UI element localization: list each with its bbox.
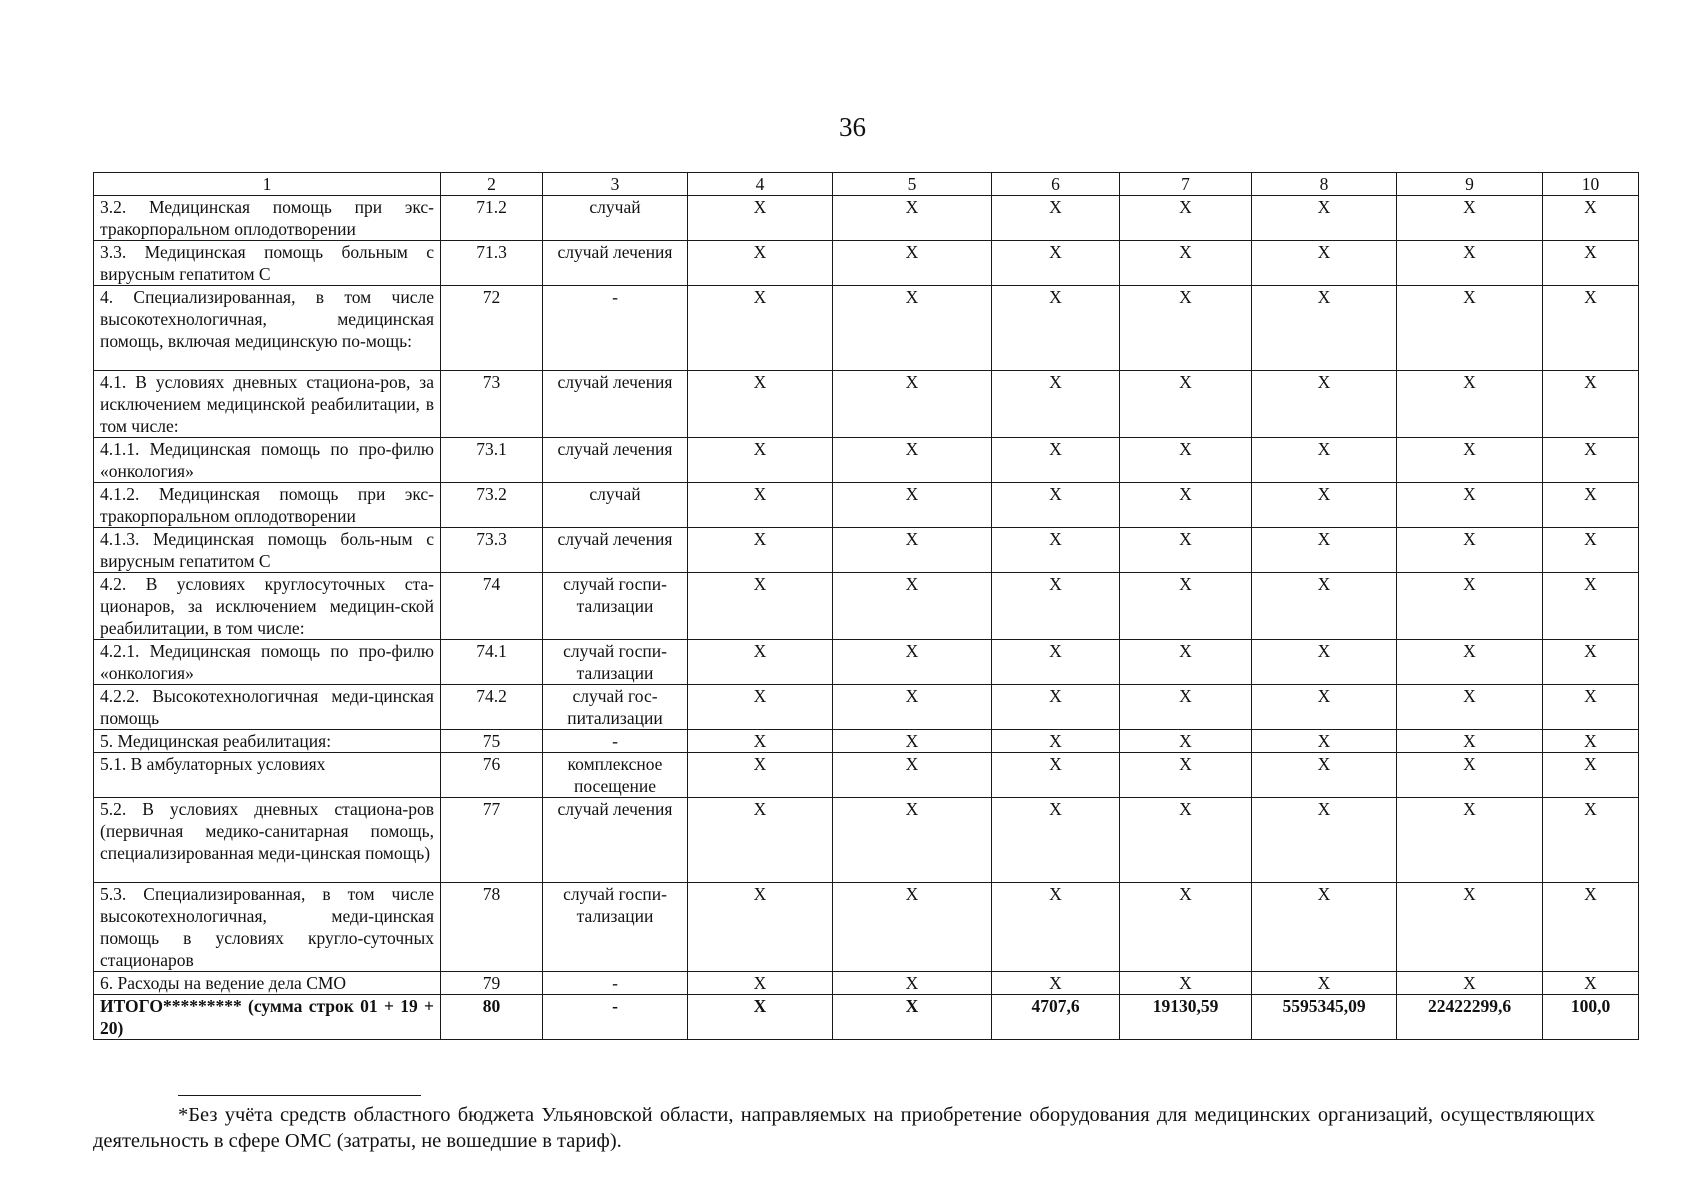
col-8-value: Х <box>1252 483 1397 528</box>
col-7-value: Х <box>1120 371 1252 438</box>
col-10-value: Х <box>1543 528 1639 573</box>
col-8-value: Х <box>1252 196 1397 241</box>
total-row <box>94 995 1639 1040</box>
table-row <box>94 286 1639 371</box>
col-10-value: Х <box>1543 241 1639 286</box>
col-9-value: Х <box>1397 371 1543 438</box>
row-unit: случай госпи-тализации <box>543 573 688 640</box>
row-code: 73.2 <box>441 483 543 528</box>
col-4-value: Х <box>688 640 833 685</box>
row-code: 73 <box>441 371 543 438</box>
col-7-value: Х <box>1120 730 1252 753</box>
col-4-value: Х <box>688 685 833 730</box>
row-name: 4.2.2. Высокотехнологичная меди-цинская помощь <box>94 685 441 730</box>
col-4-value: Х <box>688 196 833 241</box>
row-unit: комплексное посещение <box>543 753 688 798</box>
col-4-value: Х <box>688 241 833 286</box>
table-row <box>94 883 1639 972</box>
column-number: 5 <box>833 173 992 196</box>
col-6-value: Х <box>992 685 1120 730</box>
row-unit: случай лечения <box>543 528 688 573</box>
column-number: 4 <box>688 173 833 196</box>
row-code: 80 <box>441 995 543 1040</box>
col-10-value: Х <box>1543 730 1639 753</box>
column-number-row <box>94 173 1639 196</box>
col-6-value: Х <box>992 196 1120 241</box>
row-code: 79 <box>441 972 543 995</box>
row-unit: - <box>543 972 688 995</box>
col-6-value: Х <box>992 528 1120 573</box>
col-4-value: Х <box>688 371 833 438</box>
col-8-value: Х <box>1252 241 1397 286</box>
col-5-value: Х <box>833 196 992 241</box>
col-5-value: Х <box>833 730 992 753</box>
row-name: 4.1.1. Медицинская помощь по про-филю «онкология» <box>94 438 441 483</box>
col-6-value: Х <box>992 883 1120 972</box>
column-number: 10 <box>1543 173 1639 196</box>
row-unit: случай госпи-тализации <box>543 883 688 972</box>
col-10-value: Х <box>1543 371 1639 438</box>
col-7-value: Х <box>1120 798 1252 883</box>
col-9-value: Х <box>1397 573 1543 640</box>
col-10-value: Х <box>1543 196 1639 241</box>
col-5-value: Х <box>833 640 992 685</box>
col-8-value: Х <box>1252 371 1397 438</box>
col-5-value: Х <box>833 995 992 1040</box>
row-code: 75 <box>441 730 543 753</box>
col-6-value: 4707,6 <box>992 995 1120 1040</box>
table-row <box>94 241 1639 286</box>
col-5-value: Х <box>833 573 992 640</box>
col-9-value: Х <box>1397 286 1543 371</box>
col-8-value: Х <box>1252 528 1397 573</box>
page-number: 36 <box>839 112 866 142</box>
col-4-value: Х <box>688 528 833 573</box>
col-7-value: Х <box>1120 573 1252 640</box>
col-5-value: Х <box>833 972 992 995</box>
col-9-value: Х <box>1397 438 1543 483</box>
col-5-value: Х <box>833 241 992 286</box>
col-8-value: Х <box>1252 640 1397 685</box>
row-code: 73.1 <box>441 438 543 483</box>
row-name: 6. Расходы на ведение дела СМО <box>94 972 441 995</box>
col-8-value: Х <box>1252 798 1397 883</box>
row-name: 3.3. Медицинская помощь больным с вирусным гепатитом С <box>94 241 441 286</box>
col-10-value: Х <box>1543 573 1639 640</box>
column-number: 3 <box>543 173 688 196</box>
col-5-value: Х <box>833 883 992 972</box>
table-row <box>94 685 1639 730</box>
table-row <box>94 972 1639 995</box>
col-6-value: Х <box>992 286 1120 371</box>
row-unit: случай гос-питализации <box>543 685 688 730</box>
col-6-value: Х <box>992 573 1120 640</box>
col-10-value: Х <box>1543 883 1639 972</box>
col-4-value: Х <box>688 438 833 483</box>
row-unit: случай лечения <box>543 371 688 438</box>
col-4-value: Х <box>688 286 833 371</box>
col-6-value: Х <box>992 371 1120 438</box>
row-code: 74 <box>441 573 543 640</box>
col-8-value: Х <box>1252 685 1397 730</box>
footnote: *Без учёта средств областного бюджета Ульяновской области, направляемых на приобретение оборудования для медицинских организаций, осуществляющих деятельность в сфере ОМС (затраты, не вошедшие в тариф). <box>93 1104 1595 1152</box>
col-5-value: Х <box>833 371 992 438</box>
row-code: 73.3 <box>441 528 543 573</box>
col-4-value: Х <box>688 573 833 640</box>
col-7-value: Х <box>1120 883 1252 972</box>
table-row <box>94 798 1639 883</box>
col-5-value: Х <box>833 798 992 883</box>
table-row <box>94 196 1639 241</box>
col-5-value: Х <box>833 483 992 528</box>
row-name: 4.1. В условиях дневных стациона-ров, за исключением медицинской реабилитации, в том числе: <box>94 371 441 438</box>
col-5-value: Х <box>833 753 992 798</box>
col-10-value: 100,0 <box>1543 995 1639 1040</box>
column-number: 6 <box>992 173 1120 196</box>
row-code: 77 <box>441 798 543 883</box>
col-6-value: Х <box>992 438 1120 483</box>
col-7-value: Х <box>1120 685 1252 730</box>
row-unit: случай лечения <box>543 241 688 286</box>
col-10-value: Х <box>1543 483 1639 528</box>
col-6-value: Х <box>992 640 1120 685</box>
table-row <box>94 371 1639 438</box>
row-code: 71.3 <box>441 241 543 286</box>
row-unit: - <box>543 730 688 753</box>
row-code: 76 <box>441 753 543 798</box>
col-8-value: Х <box>1252 972 1397 995</box>
col-8-value: Х <box>1252 753 1397 798</box>
col-9-value: Х <box>1397 528 1543 573</box>
row-code: 71.2 <box>441 196 543 241</box>
table-row <box>94 753 1639 798</box>
col-4-value: Х <box>688 483 833 528</box>
col-7-value: Х <box>1120 438 1252 483</box>
col-10-value: Х <box>1543 798 1639 883</box>
row-code: 78 <box>441 883 543 972</box>
col-8-value: Х <box>1252 286 1397 371</box>
col-10-value: Х <box>1543 753 1639 798</box>
col-5-value: Х <box>833 286 992 371</box>
col-4-value: Х <box>688 798 833 883</box>
col-4-value: Х <box>688 995 833 1040</box>
row-code: 74.2 <box>441 685 543 730</box>
column-number: 2 <box>441 173 543 196</box>
col-7-value: Х <box>1120 528 1252 573</box>
col-7-value: Х <box>1120 483 1252 528</box>
col-6-value: Х <box>992 972 1120 995</box>
col-8-value: Х <box>1252 730 1397 753</box>
col-9-value: Х <box>1397 730 1543 753</box>
col-9-value: Х <box>1397 640 1543 685</box>
col-10-value: Х <box>1543 640 1639 685</box>
row-code: 72 <box>441 286 543 371</box>
col-8-value: Х <box>1252 573 1397 640</box>
col-8-value: Х <box>1252 438 1397 483</box>
col-10-value: Х <box>1543 286 1639 371</box>
row-name: 4. Специализированная, в том числе высокотехнологичная, медицинская помощь, включая медицинскую по-мощь: <box>94 286 441 371</box>
col-6-value: Х <box>992 798 1120 883</box>
row-name: 4.1.3. Медицинская помощь боль-ным с вирусным гепатитом С <box>94 528 441 573</box>
col-5-value: Х <box>833 438 992 483</box>
col-4-value: Х <box>688 883 833 972</box>
row-name: 5.3. Специализированная, в том числе высокотехнологичная, меди-цинская помощь в условиях кругло-суточных стационаров <box>94 883 441 972</box>
col-9-value: Х <box>1397 753 1543 798</box>
row-unit: случай лечения <box>543 798 688 883</box>
row-name: 5. Медицинская реабилитация: <box>94 730 441 753</box>
row-name: 4.2. В условиях круглосуточных ста-ционаров, за исключением медицин-ской реабилитации, в том числе: <box>94 573 441 640</box>
col-10-value: Х <box>1543 685 1639 730</box>
table-row <box>94 438 1639 483</box>
col-6-value: Х <box>992 241 1120 286</box>
col-7-value: Х <box>1120 640 1252 685</box>
col-10-value: Х <box>1543 972 1639 995</box>
col-8-value: 5595345,09 <box>1252 995 1397 1040</box>
row-name: ИТОГО********* (сумма строк 01 + 19 + 20) <box>94 995 441 1040</box>
table-row <box>94 730 1639 753</box>
data-table <box>93 172 1639 1040</box>
col-9-value: Х <box>1397 196 1543 241</box>
col-4-value: Х <box>688 730 833 753</box>
col-7-value: Х <box>1120 286 1252 371</box>
col-5-value: Х <box>833 528 992 573</box>
col-9-value: Х <box>1397 241 1543 286</box>
column-number: 7 <box>1120 173 1252 196</box>
row-unit: - <box>543 286 688 371</box>
table-row <box>94 640 1639 685</box>
row-unit: случай госпи-тализации <box>543 640 688 685</box>
table-row <box>94 528 1639 573</box>
column-number: 1 <box>94 173 441 196</box>
col-7-value: Х <box>1120 972 1252 995</box>
col-7-value: Х <box>1120 753 1252 798</box>
col-10-value: Х <box>1543 438 1639 483</box>
row-name: 4.1.2. Медицинская помощь при экс-тракорпоральном оплодотворении <box>94 483 441 528</box>
col-7-value: Х <box>1120 241 1252 286</box>
col-9-value: Х <box>1397 798 1543 883</box>
column-number: 9 <box>1397 173 1543 196</box>
col-6-value: Х <box>992 730 1120 753</box>
row-code: 74.1 <box>441 640 543 685</box>
col-4-value: Х <box>688 972 833 995</box>
col-6-value: Х <box>992 753 1120 798</box>
col-9-value: Х <box>1397 483 1543 528</box>
col-4-value: Х <box>688 753 833 798</box>
column-number: 8 <box>1252 173 1397 196</box>
row-unit: случай лечения <box>543 438 688 483</box>
col-7-value: 19130,59 <box>1120 995 1252 1040</box>
table-row <box>94 483 1639 528</box>
col-6-value: Х <box>992 483 1120 528</box>
col-9-value: Х <box>1397 972 1543 995</box>
row-name: 3.2. Медицинская помощь при экс-тракорпоральном оплодотворении <box>94 196 441 241</box>
row-unit: случай <box>543 483 688 528</box>
col-7-value: Х <box>1120 196 1252 241</box>
col-9-value: 22422299,6 <box>1397 995 1543 1040</box>
col-8-value: Х <box>1252 883 1397 972</box>
row-name: 5.1. В амбулаторных условиях <box>94 753 441 798</box>
row-name: 4.2.1. Медицинская помощь по про-филю «онкология» <box>94 640 441 685</box>
row-unit: - <box>543 995 688 1040</box>
col-5-value: Х <box>833 685 992 730</box>
col-9-value: Х <box>1397 883 1543 972</box>
table-row <box>94 573 1639 640</box>
row-unit: случай <box>543 196 688 241</box>
row-name: 5.2. В условиях дневных стациона-ров (первичная медико-санитарная помощь, специализированная меди-цинская помощь) <box>94 798 441 883</box>
col-9-value: Х <box>1397 685 1543 730</box>
footnote-rule <box>178 1095 421 1096</box>
